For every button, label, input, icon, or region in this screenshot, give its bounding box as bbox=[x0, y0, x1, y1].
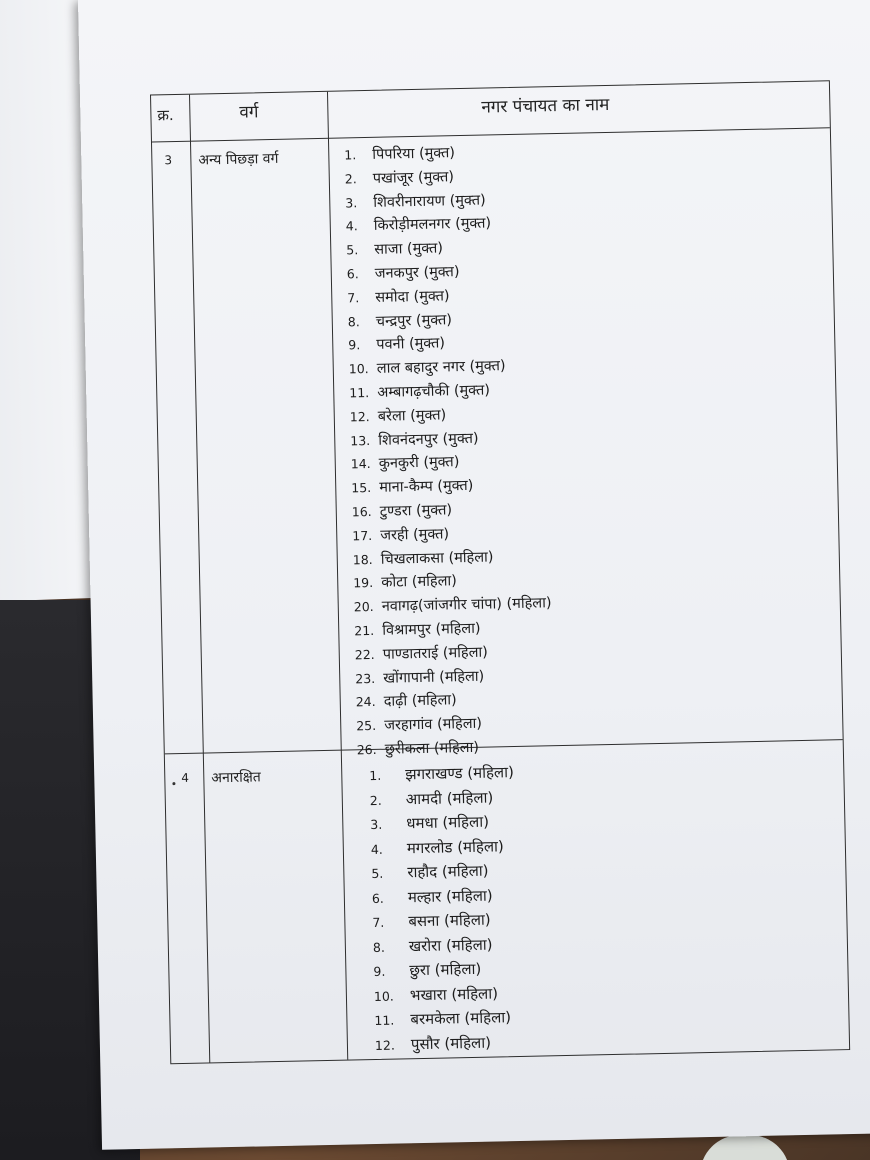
list-item bbox=[371, 858, 516, 886]
list-item bbox=[372, 883, 517, 911]
item-name: साजा (मुक्त) bbox=[374, 240, 444, 259]
item-number: 19. bbox=[353, 575, 374, 591]
item-number: 5. bbox=[371, 865, 384, 882]
item-number: 5. bbox=[346, 242, 359, 258]
item-name: पिपरिया (मुक्त) bbox=[372, 145, 456, 163]
row-serial: 4 bbox=[181, 770, 190, 786]
item-name: मगरलोड (महिला) bbox=[406, 836, 504, 857]
item-name: दाढ़ी (महिला) bbox=[383, 692, 457, 711]
item-name: आमदी (महिला) bbox=[405, 787, 494, 808]
item-name: चिखलाकसा (महिला) bbox=[380, 548, 494, 568]
item-number: 12. bbox=[349, 408, 370, 425]
item-name: बसना (महिला) bbox=[408, 910, 491, 931]
item-number: 9. bbox=[373, 963, 386, 980]
item-name: चन्द्रपुर (मुक्त) bbox=[375, 311, 453, 330]
item-number: 26. bbox=[356, 741, 377, 758]
list-item bbox=[371, 834, 516, 862]
item-number: 12. bbox=[374, 1037, 395, 1053]
item-name: छुरा (महिला) bbox=[409, 959, 482, 980]
item-number: 3. bbox=[370, 816, 383, 833]
item-name: पुसौर (महिला) bbox=[410, 1033, 492, 1053]
item-number: 22. bbox=[354, 646, 375, 663]
item-name: टुण्डरा (मुक्त) bbox=[379, 502, 453, 520]
item-name: छुरीकला (महिला) bbox=[384, 739, 480, 758]
list-item bbox=[372, 907, 517, 935]
row-category: अन्य पिछड़ा वर्ग bbox=[198, 150, 279, 169]
item-number: 4. bbox=[370, 841, 383, 857]
item-name: कुनकुरी (मुक्त) bbox=[378, 454, 460, 473]
row-serial: 3 bbox=[164, 153, 173, 168]
item-name: नवागढ़(जांजगीर चांपा) (महिला) bbox=[381, 595, 552, 615]
list-item bbox=[369, 760, 514, 788]
item-number: 14. bbox=[350, 456, 371, 472]
list-item bbox=[374, 1005, 519, 1033]
item-name: शिवरीनारायण (मुक्त) bbox=[373, 192, 486, 211]
item-number: 2. bbox=[369, 792, 382, 808]
header-serial: क्र. bbox=[157, 106, 174, 125]
list-item bbox=[373, 956, 518, 984]
list-item bbox=[373, 932, 518, 960]
item-number: 2. bbox=[344, 171, 357, 187]
column-divider bbox=[189, 95, 210, 1063]
item-number: 23. bbox=[355, 670, 376, 686]
item-name: किरोड़ीमलनगर (मुक्त) bbox=[373, 215, 492, 235]
item-number: 17. bbox=[352, 527, 373, 544]
item-number: 9. bbox=[348, 337, 361, 353]
list-item bbox=[370, 809, 515, 837]
item-number: 25. bbox=[356, 718, 377, 734]
item-name: झगराखण्ड (महिला) bbox=[405, 763, 515, 784]
item-number: 6. bbox=[346, 266, 359, 282]
item-number: 18. bbox=[352, 551, 373, 567]
item-name: अम्बागढ़चौकी (मुक्त) bbox=[377, 382, 491, 401]
item-name: जरहागांव (महिला) bbox=[384, 715, 483, 734]
item-number: 6. bbox=[371, 890, 384, 906]
cup-rim bbox=[700, 1135, 790, 1160]
item-name: धमधा (महिला) bbox=[406, 812, 490, 833]
item-name: कोटा (महिला) bbox=[381, 573, 458, 592]
item-number: 3. bbox=[345, 194, 358, 211]
item-number: 11. bbox=[374, 1012, 395, 1029]
header-panchayat-names: नगर पंचायत का नाम bbox=[481, 94, 610, 118]
reservation-table bbox=[150, 80, 850, 1064]
panchayat-list-obc bbox=[344, 139, 555, 762]
document-sheet bbox=[78, 0, 870, 1150]
item-name: शिवनंदनपुर (मुक्त) bbox=[378, 430, 479, 449]
item-number: 15. bbox=[351, 480, 372, 496]
list-item bbox=[354, 591, 552, 619]
item-number: 10. bbox=[373, 988, 394, 1004]
item-name: लाल बहादुर नगर (मुक्त) bbox=[376, 358, 506, 377]
item-number: 11. bbox=[349, 384, 370, 401]
item-number: 1. bbox=[369, 767, 382, 784]
item-name: विश्रामपुर (महिला) bbox=[382, 620, 481, 639]
item-name: पवनी (मुक्त) bbox=[376, 335, 446, 354]
item-name: पखांजूर (मुक्त) bbox=[372, 168, 455, 187]
item-name: खोंगापानी (महिला) bbox=[383, 668, 485, 687]
item-name: जनकपुर (मुक्त) bbox=[374, 264, 460, 282]
item-number: 8. bbox=[347, 313, 360, 329]
item-number: 16. bbox=[351, 503, 372, 520]
item-name: बरमकेला (महिला) bbox=[410, 1008, 512, 1029]
list-item bbox=[374, 980, 519, 1008]
item-name: मल्हार (महिला) bbox=[407, 886, 493, 906]
item-name: राहौद (महिला) bbox=[407, 861, 489, 882]
item-number: 7. bbox=[372, 914, 385, 931]
header-category: वर्ग bbox=[239, 102, 259, 123]
panchayat-list-unreserved bbox=[369, 760, 520, 1057]
row-category: अनारक्षित bbox=[211, 769, 261, 787]
item-number: 24. bbox=[355, 694, 376, 710]
item-name: खरोरा (महिला) bbox=[408, 935, 493, 955]
item-name: जरही (मुक्त) bbox=[380, 526, 450, 544]
item-number: 13. bbox=[350, 432, 371, 448]
item-number: 10. bbox=[348, 361, 369, 377]
item-number: 4. bbox=[345, 218, 358, 234]
item-name: माना-कैम्प (मुक्त) bbox=[379, 477, 474, 496]
item-number: 20. bbox=[353, 599, 374, 615]
item-name: समोदा (मुक्त) bbox=[375, 288, 450, 306]
item-name: बरेला (मुक्त) bbox=[377, 407, 447, 425]
item-name: भखारा (महिला) bbox=[409, 983, 499, 1004]
list-item bbox=[357, 734, 555, 762]
item-number: 1. bbox=[344, 147, 357, 163]
item-number: 21. bbox=[354, 622, 375, 639]
list-item bbox=[370, 785, 515, 813]
list-item bbox=[375, 1029, 520, 1057]
item-name: पाण्डातराई (महिला) bbox=[382, 644, 489, 663]
stray-mark bbox=[172, 782, 175, 785]
item-number: 8. bbox=[372, 939, 385, 955]
item-number: 7. bbox=[347, 289, 360, 306]
